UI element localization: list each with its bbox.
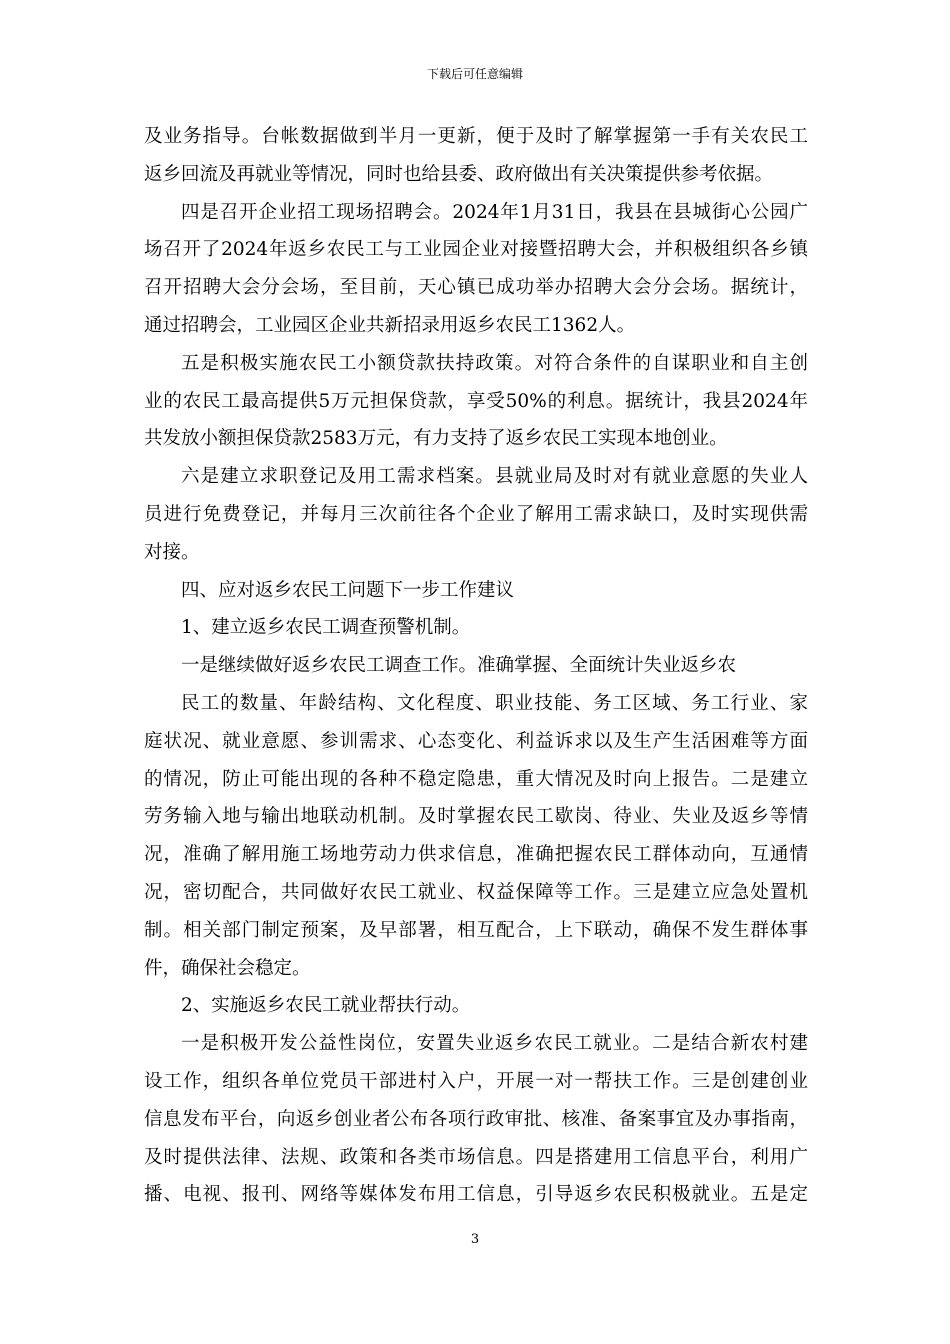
subsection-heading: 1、建立返乡农民工调查预警机制。 [181,617,471,639]
text-line: 场召开了2024年返乡农民工与工业园企业对接暨招聘大会，并积极组织各乡镇 [144,239,808,261]
document-body [144,118,808,1214]
text-line: 劳务输入地与输出地联动机制。及时掌握农民工歇岗、待业、失业及返乡等情 [144,806,808,828]
page-header-note: 下载后可任意编辑 [426,67,523,81]
text-line: 设工作，组织各单位党员干部进村入户，开展一对一帮扶工作。三是创建创业 [144,1070,808,1092]
page-number: 3 [470,1232,480,1247]
text-line: 的情况，防止可能出现的各种不稳定隐患，重大情况及时向上报告。二是建立 [144,768,808,790]
text-line: 制。相关部门制定预案，及早部署，相互配合，上下联动，确保不发生群体事 [144,919,808,941]
text-line: 况，密切配合，共同做好农民工就业、权益保障等工作。三是建立应急处置机 [144,881,808,903]
section-heading: 四、应对返乡农民工问题下一步工作建议 [181,579,515,601]
text-line: 庭状况、就业意愿、参训需求、心态变化、利益诉求以及生产生活困难等方面 [144,730,808,752]
paragraph-first-line: 一是继续做好返乡农民工调查工作。准确掌握、全面统计失业返乡农 [181,655,737,677]
text-line: 况，准确了解用施工场地劳动力供求信息，准确把握农民工群体动向，互通情 [144,844,808,866]
text-line: 及业务指导。台帐数据做到半月一更新，便于及时了解掌握第一手有关农民工 [144,126,808,147]
paragraph-first-line: 六是建立求职登记及用工需求档案。县就业局及时对有就业意愿的失业人 [181,466,808,488]
text-line: 通过招聘会，工业园区企业共新招录用返乡农民工1362人。 [144,314,636,336]
text-line: 件，确保社会稳定。 [144,957,311,979]
paragraph-first-line: 一是积极开发公益性岗位，安置失业返乡农民工就业。二是结合新农村建 [181,1033,808,1055]
text-line: 民工的数量、年龄结构、文化程度、职业技能、务工区域、务工行业、家 [181,692,808,714]
text-line: 返乡回流及再就业等情况，同时也给县委、政府做出有关决策提供参考依据。 [144,163,774,185]
text-line: 员进行免费登记，并每月三次前往各个企业了解用工需求缺口，及时实现供需 [144,503,808,525]
text-line: 共发放小额担保贷款2583万元，有力支持了返乡农民工实现本地创业。 [144,428,728,450]
text-line: 业的农民工最高提供5万元担保贷款，享受50%的利息。据统计，我县2024年 [144,390,808,412]
paragraph-first-line: 五是积极实施农民工小额贷款扶持政策。对符合条件的自谋职业和自主创 [181,352,808,374]
text-line: 及时提供法律、法规、政策和各类市场信息。四是搭建用工信息平台，利用广 [144,1146,808,1168]
subsection-heading: 2、实施返乡农民工就业帮扶行动。 [181,995,471,1017]
text-line: 信息发布平台，向返乡创业者公布各项行政审批、核准、备案事宜及办事指南， [144,1108,808,1130]
text-line: 对接。 [144,541,200,563]
paragraph-first-line: 四是召开企业招工现场招聘会。2024年1月31日，我县在县城街心公园广 [181,201,808,223]
text-line: 召开招聘大会分会场，至目前，天心镇已成功举办招聘大会分会场。据统计， [144,277,808,299]
text-line: 播、电视、报刊、网络等媒体发布用工信息，引导返乡农民积极就业。五是定 [144,1184,808,1206]
